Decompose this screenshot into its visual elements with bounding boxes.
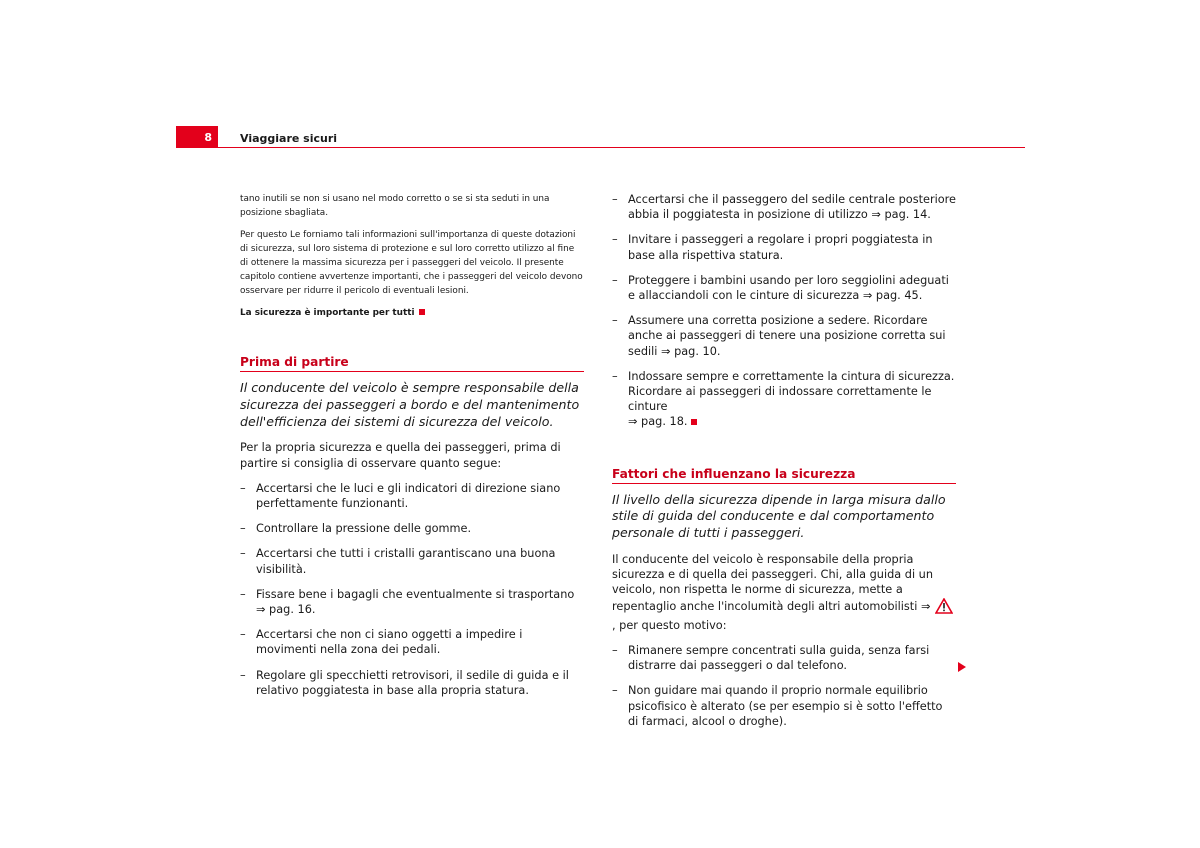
section-lead: Il livello della sicurezza dipende in larga misura dallo stile di guida del conducente e dal comportamento personale di tutti i passeggeri.	[612, 491, 946, 541]
intro-paragraph-2: Per questo Le forniamo tali informazioni sull'importanza di queste dotazioni di sicurezza, sul loro sistema di protezione e sul loro corretto utilizzo al fine di ottenere la massima sicurezza per i passeggeri del veicolo. Il presente capitolo contiene avvertenze importanti, che i passeggeri del veicolo devono osservare per ridurre il pericolo di eventuali lesioni.	[240, 230, 583, 296]
intro-bold-line	[240, 306, 584, 320]
list-item: – Invitare i passeggeri a regolare i propri poggiatesta in base alla rispettiva statura.	[612, 233, 933, 262]
next-page-arrow-icon[interactable]	[958, 662, 966, 672]
list-item: – Controllare la pressione delle gomme.	[240, 522, 472, 536]
page-header	[176, 126, 1025, 148]
section-end-square-icon	[419, 309, 425, 315]
section-end-square-icon	[691, 419, 697, 425]
intro-bold-text: La sicurezza è importante per tutti	[240, 308, 415, 318]
right-column	[612, 192, 956, 739]
list-item: – Accertarsi che le luci e gli indicatori di direzione siano perfettamente funzionanti.	[240, 481, 561, 510]
section-title-prima-di-partire: Prima di partire	[240, 354, 584, 372]
list-item: – Proteggere i bambini usando per loro seggiolini adeguati e allacciandoli con le cinture di sicurezza ⇒ pag. 45.	[612, 273, 949, 303]
chapter-title: Viaggiare sicuri	[240, 132, 338, 145]
page-reference-link[interactable]: ⇒ pag. 18.	[628, 415, 688, 429]
left-column	[240, 192, 584, 708]
list-item-text: Indossare sempre e correttamente la cintura di sicurezza. Ricordare ai passeggeri di indossare correttamente le cinture	[628, 369, 955, 414]
list-item: – Fissare bene i bagagli che eventualmente si trasportano ⇒ pag. 16.	[240, 587, 575, 617]
section-title-fattori: Fattori che influenzano la sicurezza	[612, 466, 956, 484]
page-number: 8	[176, 126, 218, 148]
list-item: – Rimanere sempre concentrati sulla guida, senza farsi distrarre dai passeggeri o dal telefono.	[612, 644, 930, 673]
section-lead: Il conducente del veicolo è sempre responsabile della sicurezza dei passeggeri a bordo e del mantenimento dell'efficienza dei sistemi di sicurezza del veicolo.	[240, 380, 580, 429]
list-item: – Regolare gli specchietti retrovisori, il sedile di guida e il relativo poggiatesta in base alla propria statura.	[240, 668, 569, 697]
list-item: – Accertarsi che non ci siano oggetti a impedire i movimenti nella zona dei pedali.	[240, 628, 523, 657]
section-body: Il conducente del veicolo è responsabile della propria sicurezza e di quella dei passeggeri. Chi, alla guida di un veicolo, non rispetta le norme di sicurezza, mette a repentaglio anche l'incolumità degli altri automobilisti ⇒ , per questo motivo:	[612, 552, 956, 633]
header-rule	[218, 147, 1025, 149]
intro-paragraph-1: tano inutili se non si usano nel modo corretto o se si sta seduti in una posizione sbagliata.	[240, 194, 550, 218]
section-body: Per la propria sicurezza e quella dei passeggeri, prima di partire si consiglia di osservare quanto segue:	[240, 441, 561, 470]
page-reference-link[interactable]: ⇒ pag. 16.	[256, 603, 316, 617]
list-item: – Accertarsi che tutti i cristalli garantiscano una buona visibilità.	[240, 547, 556, 576]
list-item: – Non guidare mai quando il proprio normale equilibrio psicofisico è alterato (se per esempio si è sotto l'effetto di farmaci, alcool o droghe).	[612, 684, 943, 728]
list-item: – Assumere una corretta posizione a sedere. Ricordare anche ai passeggeri di tenere una posizione corretta sui sedili ⇒ pag. 10.	[612, 314, 946, 358]
list-item-text: Fissare bene i bagagli che eventualmente si trasportano	[256, 587, 575, 601]
list-item: – Accertarsi che il passeggero del sedile centrale posteriore abbia il poggiatesta in posizione di utilizzo ⇒ pag. 14.	[612, 193, 957, 222]
warning-triangle-icon[interactable]	[935, 598, 953, 618]
list-item: – Indossare sempre e correttamente la cintura di sicurezza. Ricordare ai passeggeri di indossare correttamente le cinture ⇒ pag. 18.	[612, 369, 955, 429]
